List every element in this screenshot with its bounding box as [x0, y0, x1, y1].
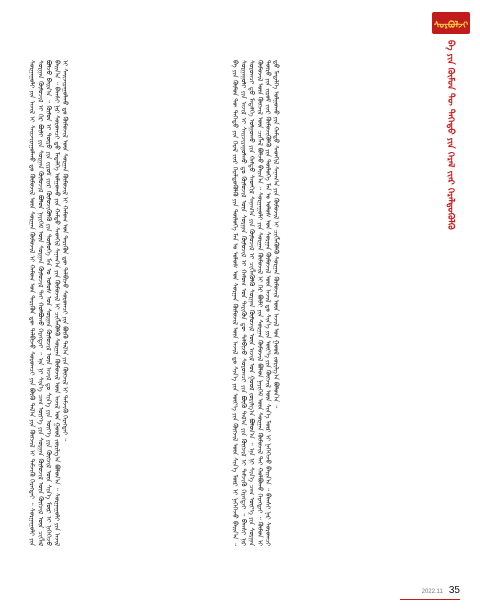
section-tag: [432, 12, 470, 34]
article-headline: ᠪᠡ ᠶᠢᠨ ᠬᠦᠮᠦᠨ ᠲᠦ ᠳᠡᠭᠡᠳᠦ ᠶᠢᠨ ᠭᠡᠷᠡᠯ ᠵᠢᠡᠷ ᠭᠡᠷᠡᠯᠲᠦᠭᠦᠯᠬᠦ: [445, 40, 455, 230]
section-tag-label: ᠰᠤᠷᠪᠤᠯᠵᠢ: [433, 21, 469, 31]
footer-rule: [400, 599, 460, 600]
page-footer: [422, 585, 460, 596]
article-column-right: ᠪᠡ ᠶᠢᠨ ᠬᠦᠮᠦᠨ ᠲᠦ ᠳᠡᠭᠡᠳᠦ ᠶᠢᠨ ᠭᠡᠷᠡᠯ ᠵᠢᠡᠷ ᠭᠡᠷᠡᠯᠲᠦᠭᠦᠯᠬᠦ ᠶᠢᠨ ᠲᠥᠯᠥᠭᠡ ᠮᠠᠨ ᠤ ᠤᠯᠤᠰ ᠤᠨ ᠰᠤᠷᠭᠠᠨ ᠬᠥᠮᠦᠵᠢᠯ ᠦᠨ ᠠᠵᠢᠯ ᠳᠤ ᠰᠢᠨ᠎ᠡ ᠶᠢᠨ ᠦᠶ᠎ᠡ ᠶᠢᠨ ᠬᠥᠭᠵᠢᠯ ᠦᠨ ᠰᠢᠨ᠎ᠡ ᠮᠥᠷ ᠢ ᠨᠡᠭᠡᠭᠡᠵᠦ ᠪᠠᠢᠨ᠎ᠠ ᠃ ᠰᠤᠷᠭᠠᠭᠤᠯᠢ ᠶᠢᠨ ᠠᠵᠢᠯ ᠢ ᠰᠠᠢᠵᠢᠷᠠᠭᠤᠯᠬᠤ ᠳᠤ ᠬᠦᠮᠦᠵᠢᠯ ᠦᠨ ᠰᠤᠷᠭᠠᠨ ᠬᠥᠮᠦᠵᠢᠯ ᠢ ᠬᠠᠮᠤᠭ ᠤᠨ ᠲᠡᠷᠢᠭᠦᠨ ᠳᠦ ᠲᠠᠯᠪᠢᠵᠤ ᠰᠤᠷᠤᠭᠴᠢ ᠶᠢᠨ ᠪᠦᠬᠦ ᠲᠠᠯ᠎ᠠ ᠶᠢᠨ ᠬᠥᠭᠵᠢᠯ ᠢ ᠳᠡᠮᠵᠢᠬᠦ ᠬᠡᠷᠡᠭᠲᠡᠢ ᠃ ᠪᠠᠭᠰᠢ ᠨᠠᠷ ᠰᠤᠷᠤᠭᠴᠢ ᠳ᠋ᠤ ᠮᠡᠳᠡᠯᠭᠡ ᠣᠯᠭᠤᠬᠤ ᠶᠢᠨ ᠬᠠᠮᠲᠤ ᠰᠡᠳᠬᠢᠯ ᠰᠠᠨᠠᠭ᠎ᠠ ᠶᠢᠨ ᠬᠦᠮᠦᠵᠢᠯ ᠢ ᠴᠢᠭᠯᠡᠭᠦᠯᠬᠦ ᠰᠤᠷᠭᠠᠨ ᠬᠥᠮᠦᠵᠢᠯ ᠦᠨ ᠠᠵᠢᠯ ᠤᠨ ᠭᠤᠤᠯ ᠵᠣᠷᠢᠯᠭ᠎ᠠ ᠪᠣᠯᠤᠨ᠎ᠠ ᠃ ᠡᠨᠡ ᠨᠢ ᠰᠢᠨ᠎ᠡ ᠴᠠᠭ ᠦᠶ᠎ᠡ ᠶᠢᠨ ᠰᠤᠷᠭᠠᠨ ᠬᠥᠮᠦᠵᠢᠯ ᠦᠨ ᠬᠥᠭᠵᠢᠯ ᠦᠨ ᠴᠢᠭᠯᠡᠯ ᠪᠣᠯᠵᠤ ᠪᠠᠢᠨ᠎ᠠ ᠃ ᠰᠤᠷᠭᠠᠭᠤᠯᠢ ᠶᠢᠨ ᠰᠤᠷᠭᠠᠨ ᠬᠥᠮᠦᠵᠢᠯ ᠢ ᠭᠡᠷ ᠪᠦᠯᠢ ᠶᠢᠨ ᠰᠤᠷᠭᠠᠨ ᠬᠥᠮᠦᠵᠢᠯ ᠪᠣᠯᠤᠨ ᠨᠡᠶᠢᠭᠡᠮ ᠦᠨ ᠰᠤᠷᠭᠠᠨ ᠬᠥᠮᠦᠵᠢᠯ ᠲᠡᠢ ᠬᠣᠯᠪᠣᠬᠤ ᠬᠡᠷᠡᠭᠲᠡᠢ ᠃ ᠬᠦᠮᠦᠨ ᠢ ᠲᠦᠷᠦ ᠶᠢᠨ ᠵᠢᠷᠤᠮ ᠵᠢᠡᠷ ᠬᠥᠮᠦᠵᠢᠭᠦᠯᠬᠦ ᠶᠢᠨ ᠲᠥᠯᠥᠭᠡ ᠮᠠᠨ ᠤ ᠤᠯᠤᠰ ᠤᠨ ᠰᠤᠷᠭᠠᠨ ᠬᠥᠮᠦᠵᠢᠯ ᠦᠨ ᠠᠵᠢᠯ ᠳᠤ ᠰᠢᠨ᠎ᠡ ᠶᠢᠨ ᠦᠶ᠎ᠡ ᠶᠢᠨ ᠬᠥᠭᠵᠢᠯ ᠦᠨ ᠰᠢᠨ᠎ᠡ ᠮᠥᠷ ᠢ ᠨᠡᠭᠡᠭᠡᠵᠦ ᠪᠠᠢᠨ᠎ᠠ ᠃ ᠪᠠᠭᠰᠢ ᠨᠠᠷ ᠰᠤᠷᠤᠭᠴᠢ ᠳ᠋ᠤ ᠮᠡᠳᠡᠯᠭᠡ ᠣᠯᠭᠤᠬᠤ ᠶᠢᠨ ᠬᠠᠮᠲᠤ ᠰᠡᠳᠬᠢᠯ ᠰᠠᠨᠠᠭ᠎ᠠ ᠶᠢᠨ ᠬᠦᠮᠦᠵᠢᠯ ᠢ ᠴᠢᠭᠯᠡᠭᠦᠯᠬᠦ ᠰᠤᠷᠭᠠᠨ ᠬᠥᠮᠦᠵᠢᠯ ᠦᠨ ᠠᠵᠢᠯ ᠤᠨ ᠭᠤᠤᠯ ᠵᠣᠷᠢᠯᠭ᠎ᠠ ᠪᠣᠯᠤᠨ᠎ᠠ ᠃: [231, 60, 281, 546]
article-column-left: ᠰᠤᠷᠭᠠᠭᠤᠯᠢ ᠶᠢᠨ ᠠᠵᠢᠯ ᠢ ᠰᠠᠢᠵᠢᠷᠠᠭᠤᠯᠬᠤ ᠳᠤ ᠬᠦᠮᠦᠵᠢᠯ ᠦᠨ ᠰᠤᠷᠭᠠᠨ ᠬᠥᠮᠦᠵᠢᠯ ᠢ ᠬᠠᠮᠤᠭ ᠤᠨ ᠲᠡᠷᠢᠭᠦᠨ ᠳᠦ ᠲᠠᠯᠪᠢᠵᠤ ᠰᠤᠷᠤᠭᠴᠢ ᠶᠢᠨ ᠪᠦᠬᠦ ᠲᠠᠯ᠎ᠠ ᠶᠢᠨ ᠬᠥᠭᠵᠢᠯ ᠢ ᠳᠡᠮᠵᠢᠬᠦ ᠬᠡᠷᠡᠭᠲᠡᠢ ᠃ ᠰᠤᠷᠭᠠᠭᠤᠯᠢ ᠶᠢᠨ ᠰᠤᠷᠭᠠᠨ ᠬᠥᠮᠦᠵᠢᠯ ᠢ ᠭᠡᠷ ᠪᠦᠯᠢ ᠶᠢᠨ ᠰᠤᠷᠭᠠᠨ ᠬᠥᠮᠦᠵᠢᠯ ᠪᠣᠯᠤᠨ ᠨᠡᠶᠢᠭᠡᠮ ᠦᠨ ᠰᠤᠷᠭᠠᠨ ᠬᠥᠮᠦᠵᠢᠯ ᠲᠡᠢ ᠬᠣᠯᠪᠣᠬᠤ ᠬᠡᠷᠡᠭᠲᠡᠢ ᠃ ᠡᠨᠡ ᠨᠢ ᠰᠢᠨ᠎ᠡ ᠴᠠᠭ ᠦᠶ᠎ᠡ ᠶᠢᠨ ᠰᠤᠷᠭᠠᠨ ᠬᠥᠮᠦᠵᠢᠯ ᠦᠨ ᠬᠥᠭᠵᠢᠯ ᠦᠨ ᠴᠢᠭᠯᠡᠯ ᠪᠣᠯᠵᠤ ᠪᠠᠢᠨ᠎ᠠ ᠃ ᠬᠦᠮᠦᠨ ᠢ ᠲᠦᠷᠦ ᠶᠢᠨ ᠵᠢᠷᠤᠮ ᠵᠢᠡᠷ ᠬᠥᠮᠦᠵᠢᠭᠦᠯᠬᠦ ᠶᠢᠨ ᠲᠥᠯᠥᠭᠡ ᠮᠠᠨ ᠤ ᠤᠯᠤᠰ ᠤᠨ ᠰᠤᠷᠭᠠᠨ ᠬᠥᠮᠦᠵᠢᠯ ᠦᠨ ᠠᠵᠢᠯ ᠳᠤ ᠰᠢᠨ᠎ᠡ ᠶᠢᠨ ᠦᠶ᠎ᠡ ᠶᠢᠨ ᠬᠥᠭᠵᠢᠯ ᠦᠨ ᠰᠢᠨ᠎ᠡ ᠮᠥᠷ ᠢ ᠨᠡᠭᠡᠭᠡᠵᠦ ᠪᠠᠢᠨ᠎ᠠ ᠃ ᠪᠠᠭᠰᠢ ᠨᠠᠷ ᠰᠤᠷᠤᠭᠴᠢ ᠳ᠋ᠤ ᠮᠡᠳᠡᠯᠭᠡ ᠣᠯᠭᠤᠬᠤ ᠶᠢᠨ ᠬᠠᠮᠲᠤ ᠰᠡᠳᠬᠢᠯ ᠰᠠᠨᠠᠭ᠎ᠠ ᠶᠢᠨ ᠬᠦᠮᠦᠵᠢᠯ ᠢ ᠴᠢᠭᠯᠡᠭᠦᠯᠬᠦ ᠰᠤᠷᠭᠠᠨ ᠬᠥᠮᠦᠵᠢᠯ ᠦᠨ ᠠᠵᠢᠯ ᠤᠨ ᠭᠤᠤᠯ ᠵᠣᠷᠢᠯᠭ᠎ᠠ ᠪᠣᠯᠤᠨ᠎ᠠ ᠃ ᠰᠤᠷᠭᠠᠭᠤᠯᠢ ᠶᠢᠨ ᠠᠵᠢᠯ ᠢ ᠰᠠᠢᠵᠢᠷᠠᠭᠤᠯᠬᠤ ᠳᠤ ᠬᠦᠮᠦᠵᠢᠯ ᠦᠨ ᠰᠤᠷᠭᠠᠨ ᠬᠥᠮᠦᠵᠢᠯ ᠢ ᠬᠠᠮᠤᠭ ᠤᠨ ᠲᠡᠷᠢᠭᠦᠨ ᠳᠦ ᠲᠠᠯᠪᠢᠵᠤ ᠰᠤᠷᠤᠭᠴᠢ ᠶᠢᠨ ᠪᠦᠬᠦ ᠲᠠᠯ᠎ᠠ ᠶᠢᠨ ᠬᠥᠭᠵᠢᠯ ᠢ ᠳᠡᠮᠵᠢᠬᠦ ᠬᠡᠷᠡᠭᠲᠡᠢ ᠃: [28, 60, 70, 546]
issue-date: 2022.11: [421, 589, 443, 595]
page-number: 35: [448, 585, 460, 596]
article-body: [28, 60, 428, 546]
